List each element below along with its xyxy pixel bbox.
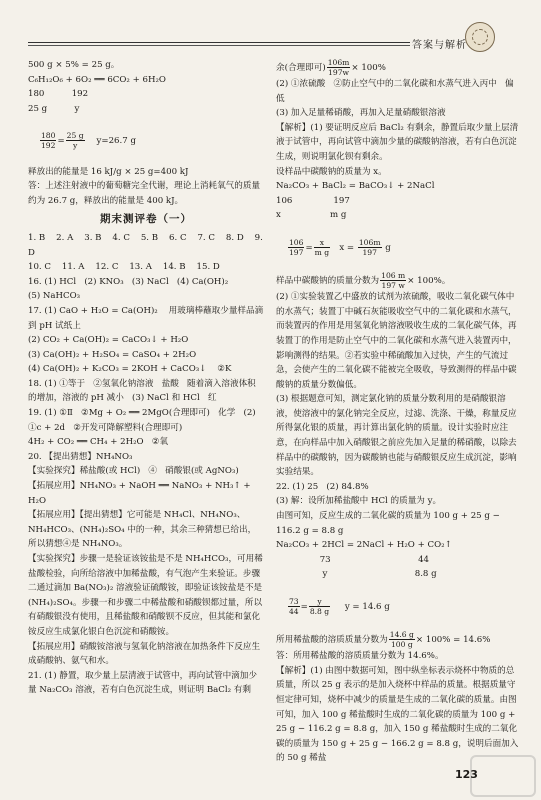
chem-equation: C₆H₁₂O₆ + 6O₂ ══ 6CO₂ + 6H₂O xyxy=(28,74,166,85)
right-column xyxy=(276,58,519,766)
chem-mass-line: 25 g y xyxy=(28,103,80,114)
header-rule xyxy=(28,42,410,43)
answer-line: 10. C 11. A 12. C 13. A 14. B 15. D xyxy=(28,262,220,273)
answer-line: (4) Ca(OH)₂ + K₂CO₃ = 2KOH + CaCO₃↓ ②K xyxy=(28,364,232,375)
text-line: 设样品中碳酸钠的质量为 x。 xyxy=(276,166,387,177)
header-label: 答案与解析 xyxy=(412,40,467,51)
proportion-line: $\frac{73}{44}$ = $\frac{y}{8.8 g}$ y = 14.6 g xyxy=(288,596,390,616)
header-emblem-icon xyxy=(465,22,495,52)
answer-line: 1. B 2. A 3. B 4. C 5. B 6. C 7. C 8. D 9. D xyxy=(28,232,266,258)
text-line: (3) 解：设所加稀盐酸中 HCl 的质量为 y。 xyxy=(276,496,442,507)
chem-mass-line: 180 192 xyxy=(28,89,89,100)
chem-mass-line: x m g xyxy=(276,210,347,221)
section-title: 期末测评卷（一） xyxy=(100,213,192,226)
text-line: 【解析】(1) 要证明反应后 BaCl₂ 有剩余，静置后取少量上层清液于试管中，再向试管中滴加少量的碳酸钠溶液，若有白色沉淀生成，则说明氯化钡有剩余。 xyxy=(276,122,519,162)
fraction: $\frac{106m}{197w}$ xyxy=(327,58,350,77)
answer-line: (5) NaHCO₃ xyxy=(28,291,81,302)
text-line: 22. (1) 25 (2) 84.8% xyxy=(276,481,369,492)
proportion-line: $\frac{180}{192}$ = $\frac{25 g}{y}$ y=26.7 g xyxy=(40,130,136,150)
text-line: 所用稀盐酸的溶质质量分数为 $\frac{14.6 g}{100 g}$ × 100% = 14.6% xyxy=(276,630,491,650)
fraction: $\frac{25 g}{y}$ xyxy=(66,130,84,150)
text-line: 余(合理即可) $\frac{106m}{197w}$ × 100% xyxy=(276,58,386,77)
text-line: (3) 加入足量稀硝酸，再加入足量硝酸银溶液 xyxy=(276,108,446,119)
fraction: $\frac{180}{192}$ xyxy=(40,130,56,150)
header-rule-thin xyxy=(28,45,410,46)
text-line: 答：上述注射液中的葡萄糖完全代谢，理论上消耗氧气的质量约为 26.7 g，释放出的能量是 400 kJ。 xyxy=(28,181,261,206)
fraction: $\frac{14.6 g}{100 g}$ xyxy=(389,630,414,650)
fraction: $\frac{x}{\text{m g}}$ xyxy=(314,237,330,257)
answer-line: 【拓展应用】【提出猜想】它可能是 NH₄Cl、NH₄NO₃、NH₄HCO₃、(NH₄)₂SO₄ 中的一种，其余三种猜想已给出，所以猜想④是 NH₄NO₃。 xyxy=(28,510,257,550)
chem-equation: Na₂CO₃ + BaCl₂ = BaCO₃↓ + 2NaCl xyxy=(276,181,435,192)
answer-line: 【实验探究】步骤一是验证该铵盐是不是 NH₄HCO₃，可用稀盐酸检验，向所给溶液中加稀盐酸，有气泡产生来验证。步骤二通过滴加 Ba(NO₃)₂ 溶液验证硫酸铵，即验证该铵盐是不是(NH₄)₂SO₄。步骤一和步骤二中稀盐酸和硝酸钡都过量，所以有硝酸银没有使用，且稀盐酸和硝酸钡不反应，但其能和氯化铵反应生成氯化银白色沉淀和硝酸铵。 xyxy=(28,554,263,637)
answer-line: 【实验探究】稀盐酸(或 HCl) ④ 硝酸银(或 AgNO₃) xyxy=(28,466,239,477)
page-number: 123 xyxy=(455,768,478,781)
answer-line: 21. (1) 静置，取少量上层清液于试管中，再向试管中滴加少量 Na₂CO₃ 溶液，若有白色沉淀生成，则证明 BaCl₂ 有剩 xyxy=(28,670,257,696)
chem-mass-line: 73 44 xyxy=(276,554,430,565)
text-line: 释放出的能量是 16 kJ/g × 25 g=400 kJ xyxy=(28,166,189,177)
chem-mass-line: y 8.8 g xyxy=(276,569,437,580)
fraction: $\frac{y}{8.8 g}$ xyxy=(309,596,330,616)
text-line: 【解析】(1) 由图中数据可知，图中纵坐标表示烧杯中物质的总质量，所以 25 g 表示的是加入烧杯中样品的质量。根据质量守恒定律可知，烧杯中减少的质量是生成的二氧化碳的质量。由图可知，加入 100 g 稀盐酸时生成的二氧化碳的质量为 100 g + 25 g − 116.2 g = 8.8 g，加入 150 g 稀盐酸时生成的二氧化碳的质量为 150 g + 25 g − 166.2 g = 8.8 g，说明后面加入的 50 g 稀盐 xyxy=(276,665,519,764)
chem-mass-line: 106 197 xyxy=(276,195,350,206)
proportion-line: $\frac{106}{197}$ = $\frac{x}{\text{m g}}$ x = $\frac{106m}{197}$ g xyxy=(288,237,391,257)
text-line: 由图可知，反应生成的二氧化碳的质量为 100 g + 25 g − 116.2 g = 8.8 g xyxy=(276,511,503,536)
answer-line: (3) Ca(OH)₂ + H₂SO₄ = CaSO₄ + 2H₂O xyxy=(28,349,197,360)
text-line: 答：所用稀盐酸的溶质质量分数为 14.6%。 xyxy=(276,651,444,662)
answer-line: 19. (1) ①Ⅱ ②Mg + O₂ ══ 2MgO(合理即可) 化学 (2) ①c + 2d ②开发可降解塑料(合理即可) xyxy=(28,408,259,433)
text-line: (2) ①实验装置乙中盛放的试剂为浓硫酸，吸收二氧化碳气体中的水蒸气；装置丁中碱石灰能吸收空气中的二氧化碳和水蒸气，而装置丙的作用是用氢氧化钠溶液吸收生成的二氧化碳气体，再装置丁的作用是防止空气中的二氧化碳和水蒸气进入装置丙中，影响测得的结果。②若实验中稀硫酸加入过快，产生的气流过急，会使产生的二氧化碳不能被完全吸收，导致测得的样品中碳酸钠的质量分数偏低。 xyxy=(276,292,517,390)
answer-line: 16. (1) HCl (2) KNO₃ (3) NaCl (4) Ca(OH)₂ xyxy=(28,276,229,287)
answer-line: 18. (1) ①等于 ②氢氧化钠溶液 盐酸 随着滴入溶液体积的增加，溶液的 pH 减小 (3) NaCl 和 HCl 红 xyxy=(28,378,256,404)
watermark-stamp-icon xyxy=(470,755,536,797)
chem-equation: Na₂CO₃ + 2HCl = 2NaCl + H₂O + CO₂↑ xyxy=(276,540,452,551)
answer-line: 20. 【提出猜想】NH₄NO₃ xyxy=(28,451,133,462)
fraction: $\frac{106m}{197}$ xyxy=(358,237,381,257)
answer-line: 【拓展应用】硝酸铵溶液与氢氧化钠溶液在加热条件下反应生成硝酸钠、氨气和水。 xyxy=(28,641,261,667)
text-line: (2) ①浓硫酸 ②防止空气中的二氧化碳和水蒸气进入丙中 偏低 xyxy=(276,79,514,104)
fraction: $\frac{106}{197}$ xyxy=(288,237,304,257)
answer-line: (2) CO₂ + Ca(OH)₂ = CaCO₃↓ + H₂O xyxy=(28,335,189,346)
answer-line: 【拓展应用】NH₄NO₃ + NaOH ══ NaNO₃ + NH₃↑ + H₂O xyxy=(28,481,254,506)
text-line: 样品中碳酸钠的质量分数为 $\frac{106 m}{197 w}$ × 100%。 xyxy=(276,271,451,291)
left-column xyxy=(28,58,264,698)
fraction: $\frac{106 m}{197 w}$ xyxy=(381,271,406,291)
text-line: 500 g × 5% = 25 g。 xyxy=(28,60,120,70)
fraction: $\frac{73}{44}$ xyxy=(288,596,299,616)
answer-line: 4H₂ + CO₂ ══ CH₄ + 2H₂O ②氧 xyxy=(28,437,169,448)
text-line: (3) 根据题意可知，测定氯化钠的质量分数利用的是硝酸银溶液，使溶液中的氯化钠完全反应，过滤、洗涤、干燥，称量反应所得氯化银的质量，再计算出氯化钠的质量。设计实验时应注意，在向样品中加入硝酸银之前应先加入足量的稀硝酸，以除去样品中的碳酸钠，因为碳酸钠也能与硝酸银反应生成沉淀，影响实验结果。 xyxy=(276,394,517,478)
answer-line: 17. (1) CaO + H₂O = Ca(OH)₂ 用玻璃棒蘸取少量样品滴到 pH 试纸上 xyxy=(28,305,264,331)
